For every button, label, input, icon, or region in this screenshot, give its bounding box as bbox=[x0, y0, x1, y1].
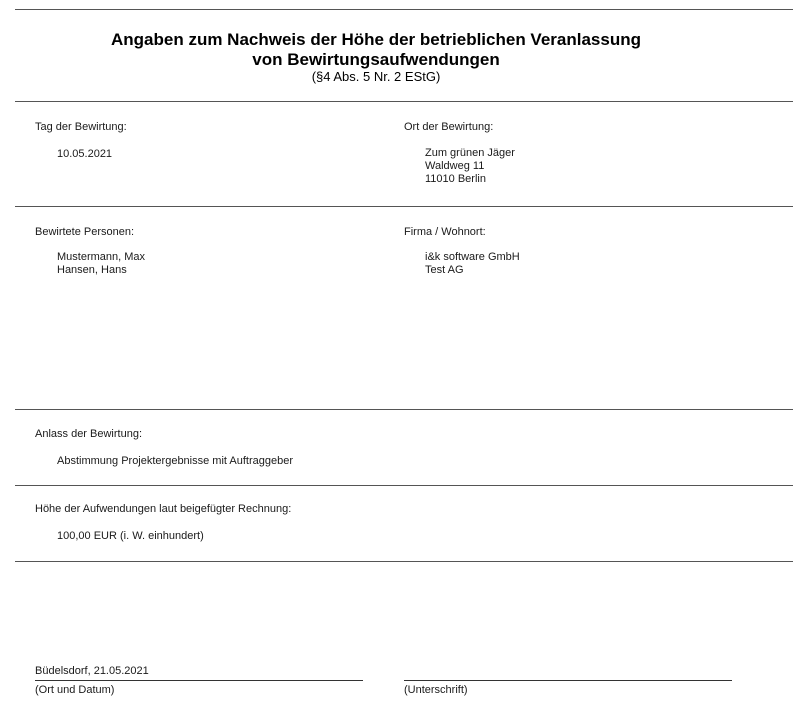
place-date-line bbox=[35, 680, 363, 681]
date-value: 10.05.2021 bbox=[57, 148, 113, 160]
title-line-2: von Bewirtungsaufwendungen bbox=[252, 50, 500, 69]
company-entry: i&k software GmbH bbox=[425, 251, 520, 263]
title-line-1: Angaben zum Nachweis der Höhe der betrieblichen Veranlassung bbox=[111, 30, 641, 49]
company-entry: Test AG bbox=[425, 264, 464, 276]
section-divider-2 bbox=[15, 206, 793, 207]
company-label: Firma / Wohnort: bbox=[404, 226, 486, 238]
person-entry: Mustermann, Max bbox=[57, 251, 146, 263]
signature-caption: (Unterschrift) bbox=[404, 684, 468, 696]
section-divider-5 bbox=[15, 561, 793, 562]
place-date-caption: (Ort und Datum) bbox=[35, 684, 115, 696]
person-entry: Hansen, Hans bbox=[57, 264, 127, 276]
occasion-value: Abstimmung Projektergebnisse mit Auftraggeber bbox=[57, 455, 294, 467]
section-divider-1 bbox=[15, 101, 793, 102]
occasion-label: Anlass der Bewirtung: bbox=[35, 428, 142, 440]
top-rule bbox=[15, 9, 793, 10]
place-label: Ort der Bewirtung: bbox=[404, 121, 494, 133]
date-label: Tag der Bewirtung: bbox=[35, 121, 127, 133]
place-line: Zum grünen Jäger bbox=[425, 147, 515, 159]
place-line: 11010 Berlin bbox=[425, 173, 486, 185]
section-divider-4 bbox=[15, 485, 793, 486]
amount-value: 100,00 EUR (i. W. einhundert) bbox=[57, 530, 204, 542]
place-line: Waldweg 11 bbox=[425, 160, 485, 172]
signature-line bbox=[404, 680, 732, 681]
amount-label: Höhe der Aufwendungen laut beigefügter Rechnung: bbox=[35, 503, 292, 515]
section-divider-3 bbox=[15, 409, 793, 410]
title-subtitle: (§4 Abs. 5 Nr. 2 EStG) bbox=[311, 69, 441, 84]
place-date-value: Büdelsdorf, 21.05.2021 bbox=[35, 665, 149, 677]
persons-label: Bewirtete Personen: bbox=[35, 226, 135, 238]
